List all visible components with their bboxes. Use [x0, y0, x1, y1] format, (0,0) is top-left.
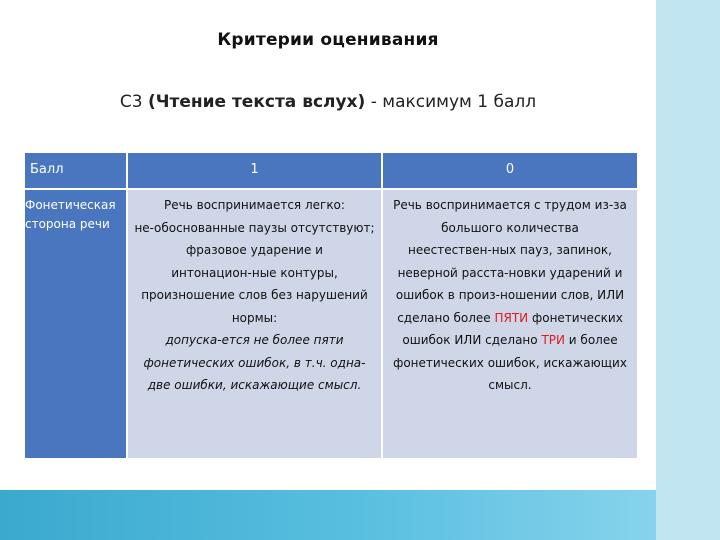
- criteria-line: неестествен-ных пауз, запинок,: [408, 243, 612, 257]
- subtitle-rest: - максимум 1 балл: [370, 92, 537, 112]
- criteria-line: интонацион-ные контуры,: [171, 265, 338, 280]
- criteria-line: Речь воспринимается с трудом из-за: [393, 198, 627, 212]
- criteria-line: фонетических ошибок, искажающих: [393, 355, 627, 370]
- subtitle: [0, 92, 656, 112]
- criteria-line: большого количества: [441, 220, 579, 235]
- subtitle-code: С3: [119, 92, 143, 112]
- header-cell-1: 1: [128, 153, 381, 188]
- subtitle-bold: (Чтение текста вслух): [147, 92, 366, 112]
- emphasis-text: ПЯТИ: [494, 310, 529, 325]
- criteria-line: [383, 329, 637, 352]
- criteria-line: ошибок в произ-ношении слов, ИЛИ: [395, 288, 625, 302]
- criteria-line: [383, 307, 637, 330]
- criteria-text: фонетических: [528, 310, 623, 325]
- criteria-line: Речь воспринимается легко:: [164, 198, 345, 212]
- criteria-line: допуска-ется не более пяти: [165, 333, 344, 347]
- emphasis-text: ТРИ: [541, 333, 565, 347]
- header-cell-0: 0: [383, 153, 637, 188]
- criteria-line: фонетических ошибок, в т.ч. одна-: [143, 355, 366, 370]
- criteria-line: две ошибки, искажающие смысл.: [147, 378, 362, 392]
- page-title: Критерии оценивания: [217, 30, 439, 50]
- criteria-cell-score-0: [383, 190, 637, 458]
- criteria-line: неверной расста-новки ударений и: [397, 265, 623, 280]
- criteria-cell-score-1: [128, 190, 381, 458]
- row-label-line: Фонетическая: [25, 198, 116, 212]
- decorative-side-strip: [656, 0, 720, 540]
- criteria-line: нормы:: [231, 310, 278, 325]
- criteria-line: не-обоснованные паузы отсутствуют;: [134, 220, 375, 235]
- criteria-text: ошибок ИЛИ сделано: [402, 333, 542, 347]
- row-header-phonetic: [25, 190, 126, 458]
- decorative-bottom-band: [0, 490, 656, 540]
- criteria-line: фразовое ударение и: [186, 243, 323, 257]
- criteria-text: и более: [564, 333, 618, 347]
- header-cell-score: Балл: [25, 153, 126, 188]
- row-label-line: сторона речи: [25, 217, 110, 231]
- criteria-line: смысл.: [488, 378, 532, 392]
- criteria-line: произношение слов без нарушений: [141, 288, 368, 302]
- criteria-text: сделано более: [397, 310, 495, 325]
